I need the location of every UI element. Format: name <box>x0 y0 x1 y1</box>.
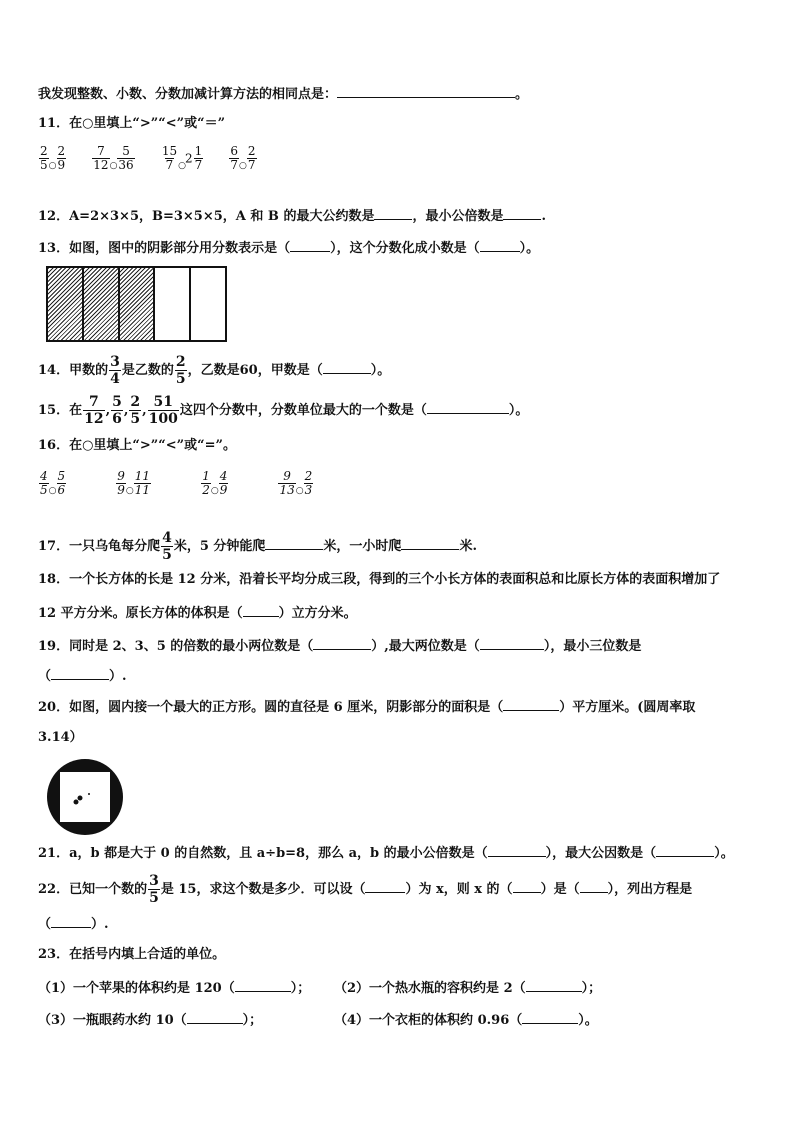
q19-line-2: （ ）. <box>38 666 127 686</box>
q13-blank-2[interactable] <box>480 238 520 252</box>
q23-item-1: （1）一个苹果的体积约是 120（ ）； <box>38 978 310 998</box>
q21-blank-2[interactable] <box>656 843 714 857</box>
unshaded-cell <box>191 268 225 340</box>
q18-blank[interactable] <box>243 603 279 617</box>
q16-compare-row <box>38 470 334 512</box>
compare-circle[interactable]: ○ <box>109 161 118 171</box>
shaded-cell <box>120 268 156 340</box>
q17-blank-2[interactable] <box>401 536 459 550</box>
compare-circle[interactable]: ○ <box>210 486 219 496</box>
q19-blank-1[interactable] <box>313 636 371 650</box>
q23-blank-2[interactable] <box>526 978 582 992</box>
q11-group-1: $\frac{2}{5}$ $_○$ $\frac{2}{9}$ <box>40 144 66 172</box>
q11-group-2: $\frac{7}{12}$ $_○$ $\frac{5}{36}$ <box>93 144 134 172</box>
q11-title: 11．在○里填上“>”“<”或“＝” <box>38 116 226 131</box>
q16-group-2: $\frac{9}{9}$ $_○$ $\frac{11}{11}$ <box>117 469 151 497</box>
q18-line-2: 12 平方分米。原长方体的体积是（ ）立方分米。 <box>38 603 357 623</box>
q18-line-1: 18．一个长方体的长是 12 分米，沿着长平均分成三段，得到的三个小长方体的表面积总和比原长方体的表面积增加了 <box>38 572 721 587</box>
q20-line-1: 20．如图，圆内接一个最大的正方形。圆的直径是 6 厘米，阴影部分的面积是（ ）平方厘米。(圆周率取 <box>38 697 695 717</box>
q15-blank[interactable] <box>427 400 509 414</box>
q22-blank-1[interactable] <box>365 879 405 893</box>
q19-blank-3[interactable] <box>51 666 109 680</box>
q17-blank-1[interactable] <box>265 536 323 550</box>
q22-blank-4[interactable] <box>51 914 91 928</box>
q16-title: 16．在○里填上“>”“<”或“=”。 <box>38 438 236 453</box>
unshaded-cell <box>155 268 191 340</box>
intro-text: 我发现整数、小数、分数加减计算方法的相同点是： <box>38 87 338 102</box>
q12-blank-gcd[interactable] <box>374 206 412 220</box>
q23-item-3: （3）一瓶眼药水约 10（ ）； <box>38 1010 262 1030</box>
q23-blank-1[interactable] <box>235 978 291 992</box>
q21-blank-1[interactable] <box>488 843 546 857</box>
intro-line <box>38 84 528 104</box>
q19-line-1: 19．同时是 2、3、5 的倍数的最小两位数是（ ）,最大两位数是（ ），最小三位数是 <box>38 636 641 656</box>
q23-item-2: （2）一个热水瓶的容积约是 2（ ）； <box>334 978 601 998</box>
q23-title: 23．在括号内填上合适的单位。 <box>38 947 226 962</box>
compare-circle[interactable]: ○ <box>239 161 247 171</box>
shaded-cell <box>84 268 120 340</box>
q22-line-1: 22．已知一个数的 $\frac{3}{5}$ 是 15，求这个数是多少．可以设（ ）为 x，则 x 的（ ）是（ ），列出方程是 <box>38 873 693 906</box>
q14-line: 14．甲数的 $\frac{3}{4}$ 是乙数的 $\frac{2}{5}$ ，乙数是60，甲数是（ ）。 <box>38 354 391 387</box>
q16-group-3: $\frac{1}{2}$ $_○$ $\frac{4}{9}$ <box>202 469 228 497</box>
q15-line: 15．在 $\frac{7}{12}$ , $\frac{5}{6}$ , $\frac{2}{5}$ , $\frac{51}{100}$ 这四个分数中，分数单位最大的一个数是（ ）。 <box>38 394 529 427</box>
q11-group-4: $\frac{6}{7}$ $_○$ $\frac{2}{7}$ <box>230 144 256 172</box>
q11-compare-row <box>38 145 278 187</box>
q22-blank-2[interactable] <box>513 879 541 893</box>
q11-group-3: $\frac{15}{7}$ $_○$2 $\frac{1}{7}$ <box>161 144 203 172</box>
intro-end: 。 <box>515 87 529 102</box>
q13-line: 13．如图，图中的阴影部分用分数表示是（ ），这个分数化成小数是（ ）。 <box>38 238 539 258</box>
q23-item-4: （4）一个衣柜的体积约 0.96（ ）。 <box>334 1010 598 1030</box>
q13-shaded-rectangle <box>46 266 227 342</box>
q23-blank-3[interactable] <box>187 1010 243 1024</box>
q21-line: 21．a，b 都是大于 0 的自然数，且 a÷b=8，那么 a，b 的最小公倍数是（ ），最大公因数是（ ）。 <box>38 843 734 863</box>
shaded-cell <box>48 268 84 340</box>
q13-blank-1[interactable] <box>290 238 330 252</box>
compare-circle[interactable]: ○ <box>125 486 134 496</box>
q12-line: 12．A=2×3×5，B=3×5×5，A 和 B 的最大公约数是 ，最小公倍数是 . <box>38 206 546 226</box>
q14-blank[interactable] <box>323 360 371 374</box>
q23-blank-4[interactable] <box>522 1010 578 1024</box>
compare-circle[interactable]: ○ <box>178 161 186 171</box>
q22-blank-3[interactable] <box>580 879 608 893</box>
q12-blank-lcm[interactable] <box>503 206 541 220</box>
compare-circle[interactable]: ○ <box>48 486 57 496</box>
q16-group-1: $\frac{4}{5}$ $_○$ $\frac{5}{6}$ <box>40 469 66 497</box>
q22-line-2: （ ）. <box>38 914 109 934</box>
q16-group-4: $\frac{9}{13}$ $_○$ $\frac{2}{3}$ <box>279 469 313 497</box>
q20-blank[interactable] <box>503 697 559 711</box>
q17-line: 17．一只乌龟每分爬 $\frac{4}{5}$ 米，5 分钟能爬 米，一小时爬 米. <box>38 530 477 563</box>
q20-circle-square-figure <box>46 758 124 836</box>
compare-circle[interactable]: ○ <box>48 161 57 171</box>
intro-blank[interactable] <box>337 84 515 98</box>
q19-blank-2[interactable] <box>480 636 544 650</box>
q20-line-2: 3.14） <box>38 730 83 745</box>
compare-circle[interactable]: ○ <box>295 486 304 496</box>
